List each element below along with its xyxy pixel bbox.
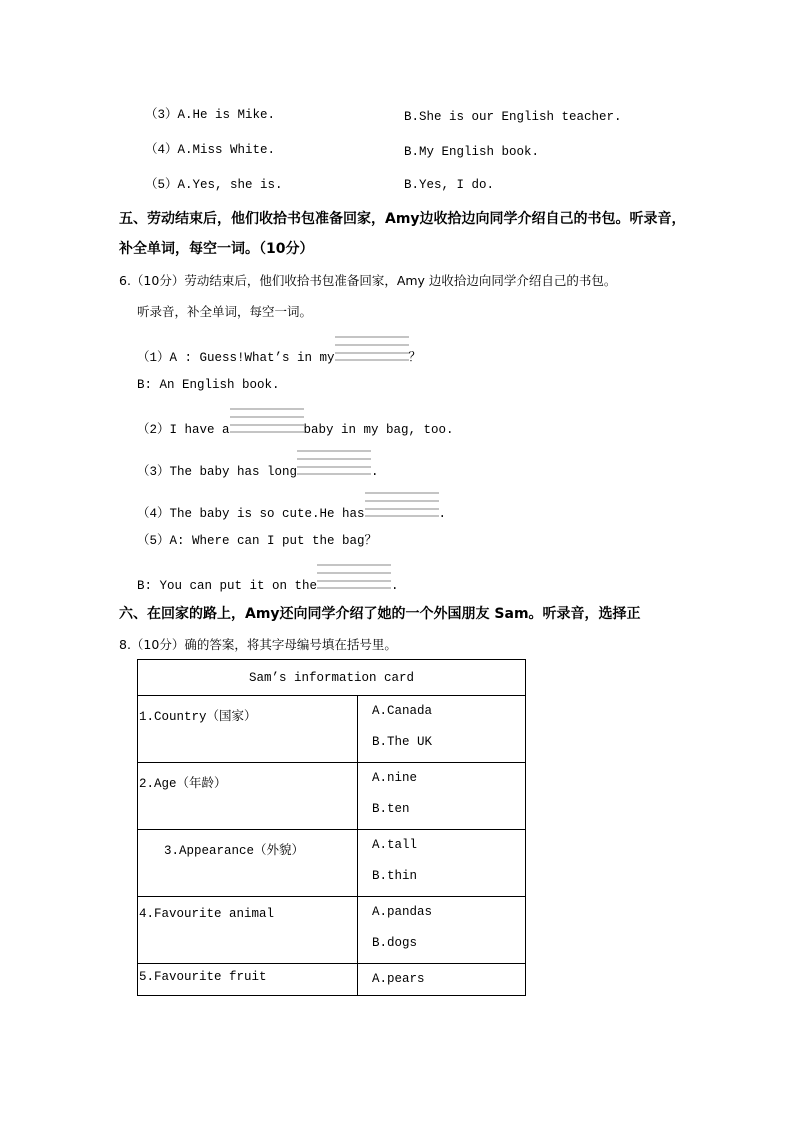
question-4 bbox=[145, 142, 275, 158]
row-options bbox=[358, 897, 526, 964]
table-row bbox=[138, 830, 526, 897]
table-row bbox=[138, 763, 526, 830]
option-a: A.Yes, she is. bbox=[177, 178, 283, 192]
table-row bbox=[138, 696, 526, 763]
fill-item-5 bbox=[137, 578, 399, 594]
fill-item-3 bbox=[137, 464, 379, 480]
question-4-option-b: B.My English book. bbox=[404, 145, 540, 159]
fill-item-text: （4）The baby is so cute.He has bbox=[137, 507, 365, 521]
fill-item-text: . bbox=[438, 507, 447, 521]
fill-item-text: ？ bbox=[408, 351, 422, 365]
fill-item-text: （1）A : Guess!What’s in my bbox=[137, 351, 335, 365]
question-5-option-b: B.Yes, I do. bbox=[404, 178, 495, 192]
fill-item-1 bbox=[137, 350, 421, 366]
section-5-heading-line2: 补全单词，每空一词。（10分） bbox=[119, 241, 314, 257]
fill-item-2 bbox=[137, 422, 454, 438]
fill-item-1-answer: B: An English book. bbox=[137, 378, 280, 392]
question-3 bbox=[145, 107, 275, 123]
option-b[interactable]: B.dogs bbox=[372, 936, 418, 950]
question-5 bbox=[145, 177, 283, 193]
section-5-heading-line1: 五、劳动结束后，他们收拾书包准备回家，Amy边收拾边向同学介绍自己的书包。听录音， bbox=[119, 211, 686, 227]
option-a: A.Miss White. bbox=[177, 143, 276, 157]
question-6-prompt: 6.（10分）劳动结束后，他们收拾书包准备回家，Amy 边收拾边向同学介绍自己的书包。 bbox=[119, 273, 617, 288]
answer-blank-2[interactable] bbox=[230, 432, 304, 433]
fill-item-text: （2）I have a bbox=[137, 423, 230, 437]
sam-information-card-table bbox=[137, 659, 526, 996]
option-a: A.He is Mike. bbox=[177, 108, 276, 122]
row-options bbox=[358, 696, 526, 763]
fill-item-text: . bbox=[391, 579, 399, 593]
table-title: Sam’s information card bbox=[138, 660, 526, 696]
answer-blank-4[interactable] bbox=[365, 516, 439, 517]
row-options bbox=[358, 830, 526, 897]
option-a[interactable]: A.pandas bbox=[372, 905, 433, 919]
row-label: 1.Country（国家） bbox=[138, 696, 358, 763]
table-row bbox=[138, 964, 526, 996]
fill-item-4 bbox=[137, 506, 446, 522]
row-label: 3.Appearance（外貌） bbox=[138, 830, 358, 897]
option-b[interactable]: B.ten bbox=[372, 802, 410, 816]
section-6-heading-line1: 六、在回家的路上，Amy还向同学介绍了她的一个外国朋友 Sam。听录音，选择正 bbox=[119, 606, 641, 622]
row-options bbox=[358, 763, 526, 830]
item-number: （4） bbox=[145, 143, 178, 157]
fill-item-text: baby in my bag, too. bbox=[303, 423, 454, 437]
answer-blank-5[interactable] bbox=[317, 588, 391, 589]
fill-item-text: （3）The baby has long bbox=[137, 465, 298, 479]
option-a[interactable]: A.Canada bbox=[372, 704, 433, 718]
fill-item-text: B: You can put it on the bbox=[137, 579, 318, 593]
item-number: （3） bbox=[145, 108, 178, 122]
row-label: 2.Age（年龄） bbox=[138, 763, 358, 830]
option-a[interactable]: A.tall bbox=[372, 838, 418, 852]
table-row bbox=[138, 897, 526, 964]
question-3-option-b: B.She is our English teacher. bbox=[404, 110, 622, 124]
option-b[interactable]: B.thin bbox=[372, 869, 418, 883]
option-a[interactable]: A.pears bbox=[372, 972, 425, 986]
fill-item-text: . bbox=[371, 465, 379, 479]
fill-item-5-question: （5）A: Where can I put the bag？ bbox=[137, 534, 378, 548]
row-options bbox=[358, 964, 526, 996]
row-label: 4.Favourite animal bbox=[138, 897, 358, 964]
row-label: 5.Favourite fruit bbox=[138, 964, 358, 996]
question-6-instruction: 听录音，补全单词，每空一词。 bbox=[137, 304, 313, 319]
question-8-prompt: 8.（10分）确的答案，将其字母编号填在括号里。 bbox=[119, 637, 397, 652]
item-number: （5） bbox=[145, 178, 178, 192]
option-b[interactable]: B.The UK bbox=[372, 735, 433, 749]
table-header-row bbox=[138, 660, 526, 696]
answer-blank-3[interactable] bbox=[297, 474, 371, 475]
option-a[interactable]: A.nine bbox=[372, 771, 418, 785]
answer-blank-1[interactable] bbox=[335, 360, 409, 361]
